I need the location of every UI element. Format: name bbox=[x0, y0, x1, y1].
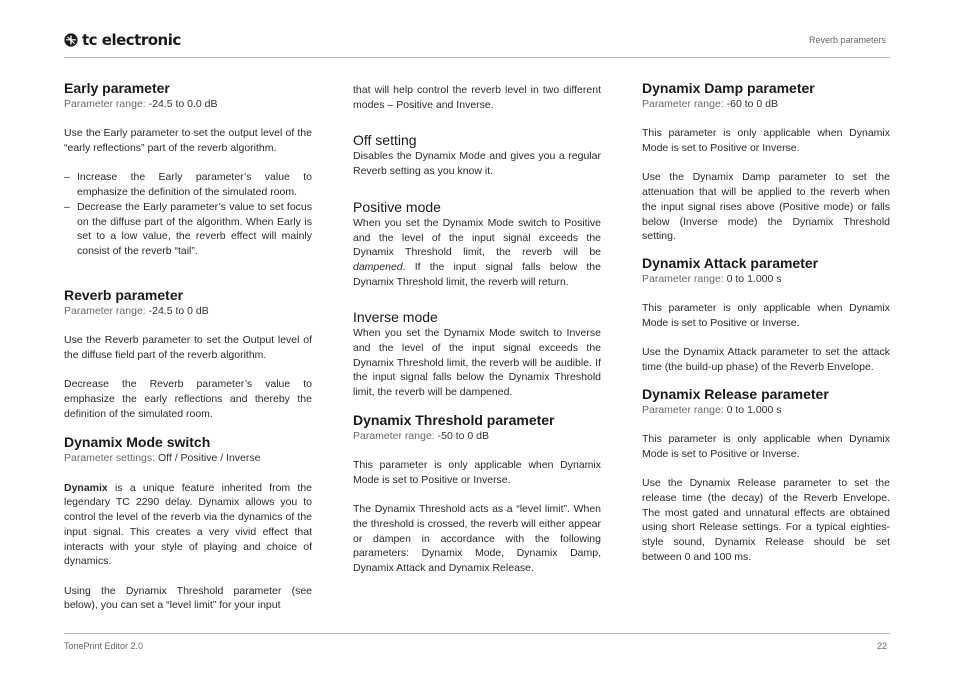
bullet-list bbox=[64, 170, 312, 258]
range-label: Parameter range: bbox=[64, 98, 146, 110]
paragraph bbox=[64, 481, 312, 569]
section-title: Dynamix Mode switch bbox=[64, 434, 211, 451]
section-dynamix-release bbox=[642, 386, 890, 565]
range-value: -24.5 to 0 dB bbox=[145, 304, 209, 317]
paragraph bbox=[353, 216, 601, 290]
logo-text: tc electronic bbox=[82, 31, 181, 49]
column-middle bbox=[353, 83, 601, 576]
page-number: 22 bbox=[876, 641, 887, 651]
subsection-title: Inverse mode bbox=[353, 309, 438, 326]
paragraph: This parameter is only applicable when Dynamix Mode is set to Positive or Inverse. bbox=[642, 433, 890, 460]
range-value: Off / Positive / Inverse bbox=[155, 452, 261, 465]
paragraph: This parameter is only applicable when Dynamix Mode is set to Positive or Inverse. bbox=[353, 459, 601, 486]
footer-divider bbox=[64, 633, 890, 634]
paragraph: Use the Dynamix Attack parameter to set the attack time (the build-up phase) of the Reverb Envelope. bbox=[642, 346, 890, 374]
paragraph: Decrease the Reverb parameter’s value to emphasize the early reflections and thereby the definition of the simulated room. bbox=[64, 378, 312, 420]
paragraph: Use the Dynamix Release parameter to set the release time (the decay) of the Reverb Envelope. The most gated and unnatural effects are obtained using short Release settings. For a typical eighties-style sound, Dynamix Release should be set between 0 and 100 ms. bbox=[642, 477, 890, 563]
paragraph: Using the Dynamix Threshold parameter (see below), you can set a “level limit” for your input bbox=[64, 584, 312, 612]
paragraph: Use the Early parameter to set the output level of the “early reflections” part of the reverb algorithm. bbox=[64, 127, 312, 155]
footer-doc-title: TonePrint Editor 2.0 bbox=[64, 641, 144, 651]
paragraph: The Dynamix Threshold acts as a “level limit”. When the threshold is crossed, the reverb will either appear or dampen in accordance with the following parameters: Dynamix Mode, Dynamix Damp, Dynamix Attack and Dynamix Release. bbox=[353, 503, 601, 575]
section-dynamix-damp bbox=[642, 80, 890, 244]
range-value: -60 to 0 dB bbox=[723, 98, 779, 110]
section-positive-mode bbox=[353, 199, 601, 290]
section-title: Early parameter bbox=[64, 80, 170, 96]
tc-logo-icon bbox=[64, 33, 78, 47]
parameter-range bbox=[642, 97, 890, 112]
parameter-range bbox=[642, 403, 890, 418]
section-reverb bbox=[64, 287, 312, 422]
paragraph-text: is a unique feature inherited from the legendary TC 2290 delay. Dynamix allows you to control the level of the reverb via the dynamics of the input signal. This creates a very vivid effect that interacts with your style of playing and choice of dynamics. bbox=[64, 481, 312, 568]
paragraph-text: . If the input signal falls below the Dynamix Threshold limit, the reverb will return. bbox=[353, 260, 601, 288]
section-title: Dynamix Release parameter bbox=[642, 385, 829, 402]
header-divider bbox=[64, 57, 890, 58]
subsection-title: Off setting bbox=[353, 132, 417, 149]
range-label: Parameter range: bbox=[353, 429, 435, 442]
emphasis: dampened bbox=[353, 260, 403, 273]
paragraph: Use the Dynamix Damp parameter to set the attenuation that will be applied to the reverb when the input signal rises above (Positive mode) or falls below (Inverse mode) the Dynamix Threshold setting. bbox=[642, 171, 890, 243]
section-early bbox=[64, 80, 312, 259]
paragraph: This parameter is only applicable when Dynamix Mode is set to Positive or Inverse. bbox=[642, 302, 890, 330]
parameter-range bbox=[64, 304, 312, 319]
subsection-title: Positive mode bbox=[353, 198, 441, 215]
section-title: Dynamix Threshold parameter bbox=[353, 411, 555, 428]
column-right bbox=[642, 80, 890, 565]
paragraph: Use the Reverb parameter to set the Output level of the diffuse field part of the reverb algorithm. bbox=[64, 334, 312, 361]
section-inverse-mode bbox=[353, 309, 601, 400]
list-item: – Decrease the Early parameter’s value to set focus on the diffuse part of the algorithm. When Early is set to a low value, the reverb effect will mainly consist of the reverb “tail”. bbox=[64, 200, 312, 259]
running-header: Reverb parameters bbox=[808, 35, 886, 45]
range-label: Parameter settings: bbox=[64, 452, 156, 465]
list-item: – Increase the Early parameter’s value to emphasize the definition of the simulated room. bbox=[64, 170, 312, 199]
paragraph-text: When you set the Dynamix Mode switch to Positive and the level of the input signal exceeds the Dynamix Threshold limit, the reverb will be bbox=[353, 216, 601, 259]
parameter-range bbox=[642, 272, 890, 287]
range-value: -50 to 0 dB bbox=[434, 429, 490, 442]
range-value: 0 to 1.000 s bbox=[723, 273, 782, 285]
range-label: Parameter range: bbox=[642, 403, 724, 416]
range-value: 0 to 1.000 s bbox=[723, 403, 782, 416]
range-label: Parameter range: bbox=[642, 98, 724, 110]
range-label: Parameter range: bbox=[642, 273, 724, 285]
range-value: -24.5 to 0.0 dB bbox=[145, 98, 218, 110]
paragraph: When you set the Dynamix Mode switch to Inverse and the level of the input signal exceeds the Dynamix Threshold limit, the reverb will be audible. If the input signal falls below the Dynamix Threshold limit, the reverb will be dampened. bbox=[353, 327, 601, 399]
paragraph: This parameter is only applicable when Dynamix Mode is set to Positive or Inverse. bbox=[642, 127, 890, 155]
range-label: Parameter range: bbox=[64, 304, 146, 317]
section-title: Dynamix Damp parameter bbox=[642, 80, 815, 96]
paragraph-continued: that will help control the reverb level in two different modes – Positive and Inverse. bbox=[353, 84, 601, 111]
section-off-setting bbox=[353, 132, 601, 178]
brand-logo bbox=[64, 30, 181, 50]
column-left bbox=[64, 80, 312, 613]
bold-term: Dynamix bbox=[64, 481, 108, 494]
section-dynamix-threshold bbox=[353, 412, 601, 576]
parameter-range bbox=[353, 429, 601, 444]
section-dynamix-mode-switch bbox=[64, 434, 312, 613]
section-dynamix-attack bbox=[642, 255, 890, 375]
section-title: Dynamix Attack parameter bbox=[642, 255, 819, 271]
parameter-range bbox=[64, 97, 312, 112]
paragraph: Disables the Dynamix Mode and gives you a regular Reverb setting as you know it. bbox=[353, 150, 601, 178]
parameter-range bbox=[64, 451, 312, 466]
section-title: Reverb parameter bbox=[64, 286, 184, 303]
